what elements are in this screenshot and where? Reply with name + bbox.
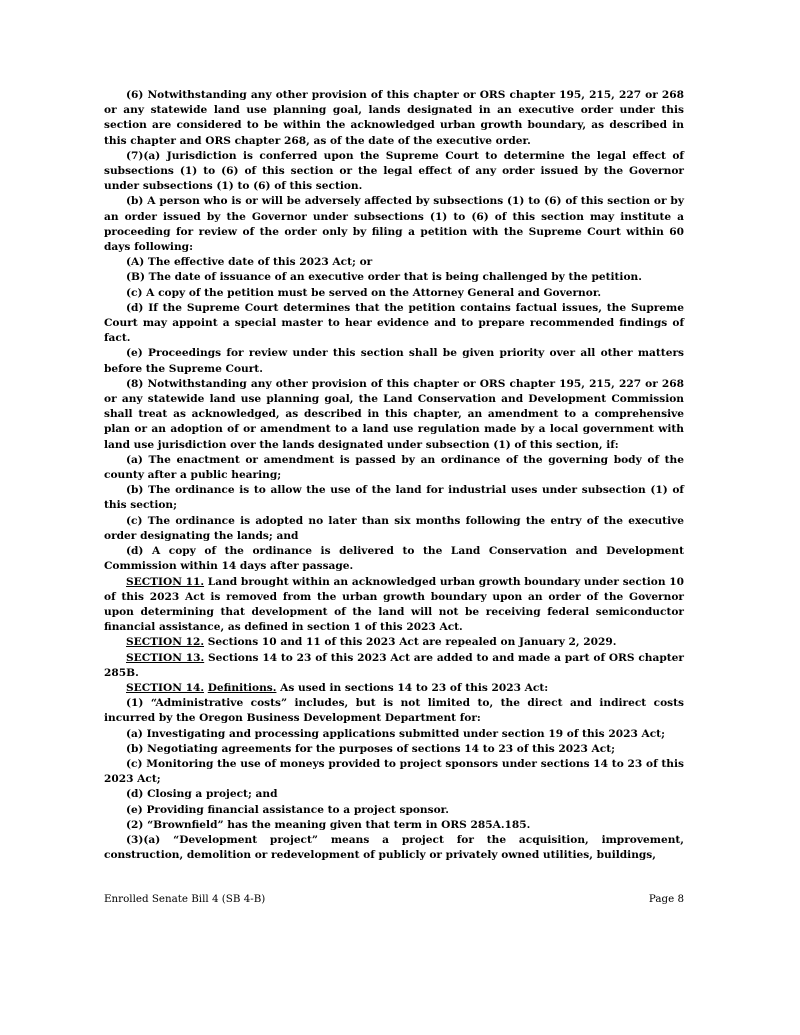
paragraph-text: Land brought within an acknowledged urban growth boundary under section 10 of this 2023 Act is removed from the urban growth boundary upon an order of the Governor upon determining that development of the land will not be receiving federal semiconductor financial assistance, as defined in section 1 of this 2023 Act. bbox=[104, 575, 684, 634]
paragraph-text: (1) “Administrative costs” includes, but is not limited to, the direct and indirect costs incurred by the Oregon Business Development Department for: bbox=[104, 697, 684, 725]
paragraph bbox=[104, 787, 684, 802]
paragraph bbox=[104, 255, 684, 270]
paragraph-text: (b) A person who is or will be adversely affected by subsections (1) to (6) of this section or by an order issued by the Governor under subsections (1) to (6) of this section may institute a proceeding for review of the order only by filing a petition with the Supreme Court within 60 days following: bbox=[104, 195, 684, 254]
section-heading: SECTION 11. bbox=[126, 575, 205, 588]
paragraph-text: (b) Negotiating agreements for the purposes of sections 14 to 23 of this 2023 Act; bbox=[126, 742, 616, 755]
paragraph bbox=[104, 301, 684, 347]
paragraph-text: (2) “Brownfield” has the meaning given that term in ORS 285A.185. bbox=[126, 818, 531, 831]
paragraph-text: (d) If the Supreme Court determines that the petition contains factual issues, the Supreme Court may appoint a special master to hear evidence and to prepare recommended findings of fact. bbox=[104, 301, 684, 345]
paragraph-text: (c) A copy of the petition must be served on the Attorney General and Governor. bbox=[126, 286, 602, 299]
section-heading: SECTION 13. bbox=[126, 651, 205, 664]
paragraph-text: (3)(a) “Development project” means a project for the acquisition, improvement, construction, demolition or redevelopment of publicly or privately owned utilities, buildings, bbox=[104, 833, 684, 862]
footer-page-number: Page 8 bbox=[648, 893, 684, 905]
paragraph bbox=[104, 727, 684, 742]
paragraph bbox=[104, 377, 684, 453]
footer-bill-name: Enrolled Senate Bill 4 (SB 4-B) bbox=[104, 893, 266, 905]
paragraph bbox=[104, 270, 684, 285]
paragraph-text: (d) Closing a project; and bbox=[126, 788, 278, 801]
paragraph-text: (8) Notwithstanding any other provision of this chapter or ORS chapter 195, 215, 227 or 268 or any statewide land use planning goal, the Land Conservation and Development Commission shall treat as acknowledged, as described in this chapter, an amendment to a comprehensive plan or an adoption of or amendment to a land use regulation made by a local government with land use jurisdiction over the lands designated under subsection (1) of this section, if: bbox=[104, 377, 684, 451]
paragraph bbox=[104, 575, 684, 636]
paragraph bbox=[104, 194, 684, 255]
paragraph bbox=[104, 453, 684, 483]
paragraph-text: As used in sections 14 to 23 of this 2023 Act: bbox=[276, 681, 549, 694]
paragraph-text: Sections 14 to 23 of this 2023 Act are added to and made a part of ORS chapter 285B. bbox=[104, 651, 684, 679]
paragraph-text: (B) The date of issuance of an executive order that is being challenged by the petition. bbox=[126, 271, 642, 284]
paragraph bbox=[104, 346, 684, 376]
paragraph-text: (a) The enactment or amendment is passed by an ordinance of the governing body of the county after a public hearing; bbox=[104, 453, 684, 482]
section-heading: SECTION 12. bbox=[126, 636, 205, 649]
paragraph bbox=[104, 483, 684, 513]
paragraph bbox=[104, 696, 684, 726]
section-subheading: Definitions. bbox=[207, 681, 277, 694]
bill-text bbox=[104, 88, 684, 863]
paragraph-text: (e) Providing financial assistance to a project sponsor. bbox=[126, 803, 449, 816]
paragraph-text: (c) The ordinance is adopted no later than six months following the entry of the executive order designating the lands; and bbox=[104, 514, 684, 542]
paragraph-text: (d) A copy of the ordinance is delivered to the Land Conservation and Development Commission within 14 days after passage. bbox=[104, 545, 684, 573]
paragraph-text: (7)(a) Jurisdiction is conferred upon the Supreme Court to determine the legal effect of subsections (1) to (6) of this section or the legal effect of any order issued by the Governor under subsections (1) to (6) of this section. bbox=[104, 149, 684, 193]
section-heading: SECTION 14. bbox=[126, 681, 205, 694]
paragraph bbox=[104, 757, 684, 787]
paragraph bbox=[104, 818, 684, 833]
paragraph bbox=[104, 635, 684, 650]
paragraph bbox=[104, 681, 684, 696]
paragraph bbox=[104, 544, 684, 574]
paragraph-text: (c) Monitoring the use of moneys provided to project sponsors under sections 14 to 23 of this 2023 Act; bbox=[104, 757, 684, 786]
paragraph-text: (a) Investigating and processing applications submitted under section 19 of this 2023 Act; bbox=[126, 727, 665, 740]
paragraph bbox=[104, 651, 684, 681]
paragraph-text: (A) The effective date of this 2023 Act; or bbox=[126, 256, 373, 269]
paragraph bbox=[104, 286, 684, 301]
paragraph bbox=[104, 149, 684, 195]
page-footer bbox=[104, 893, 684, 905]
paragraph bbox=[104, 803, 684, 818]
paragraph bbox=[104, 88, 684, 149]
paragraph-text: (e) Proceedings for review under this section shall be given priority over all other matters before the Supreme Court. bbox=[104, 347, 684, 375]
paragraph-text: (6) Notwithstanding any other provision of this chapter or ORS chapter 195, 215, 227 or 268 or any statewide land use planning goal, lands designated in an executive order under this section are considered to be within the acknowledged urban growth boundary, as described in this chapter and ORS chapter 268, as of the date of the executive order. bbox=[104, 89, 684, 147]
paragraph bbox=[104, 833, 684, 863]
paragraph-text: Sections 10 and 11 of this 2023 Act are repealed on January 2, 2029. bbox=[207, 636, 617, 649]
paragraph-text: (b) The ordinance is to allow the use of the land for industrial uses under subsection (1) of this section; bbox=[104, 484, 684, 512]
paragraph bbox=[104, 514, 684, 544]
paragraph bbox=[104, 742, 684, 757]
